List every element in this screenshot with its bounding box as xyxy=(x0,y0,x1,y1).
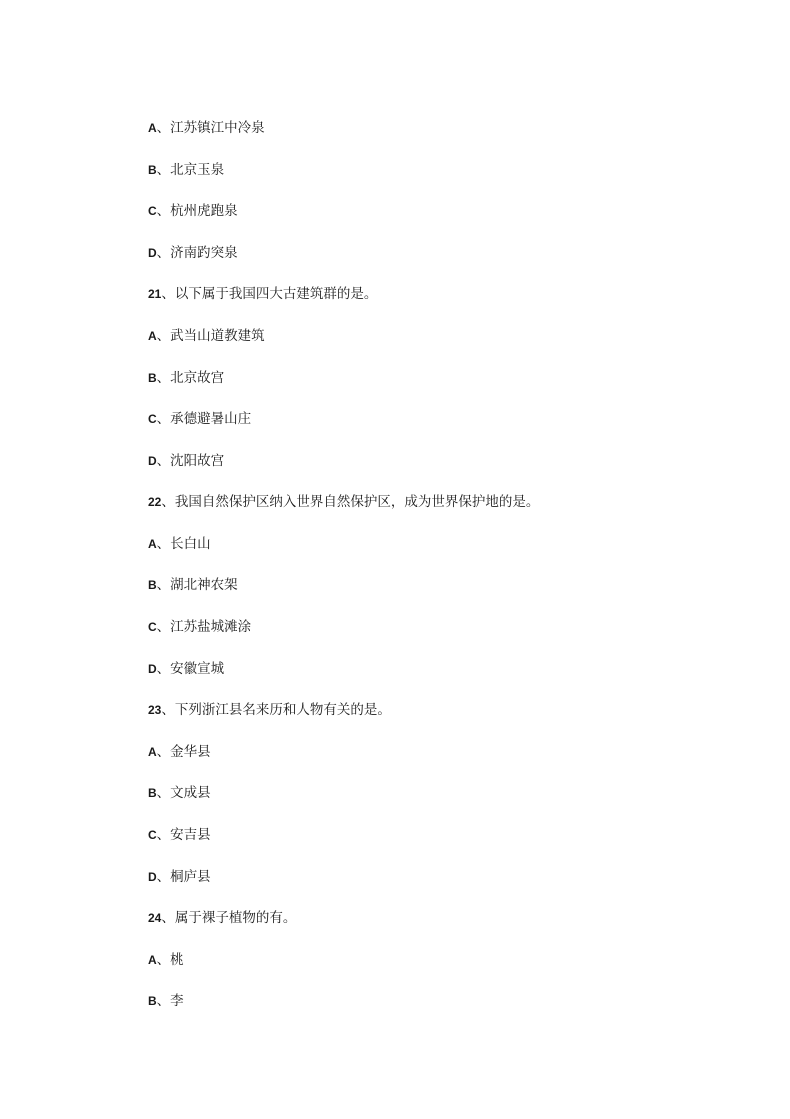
option-label: B xyxy=(148,371,157,385)
question-text: 我国自然保护区纳入世界自然保护区，成为世界保护地的是。 xyxy=(174,494,540,510)
option-label: A xyxy=(148,537,157,551)
option-line xyxy=(148,659,224,679)
option-label: A xyxy=(148,329,157,343)
option-line xyxy=(148,118,265,138)
option-line xyxy=(148,201,238,221)
option-line xyxy=(148,534,211,554)
option-text: 承德避暑山庄 xyxy=(170,411,252,427)
separator: 、 xyxy=(156,411,171,427)
option-line xyxy=(148,451,224,471)
question-number: 21 xyxy=(148,287,162,301)
question-line xyxy=(148,492,539,512)
separator: 、 xyxy=(156,328,171,344)
option-label: B xyxy=(148,578,157,592)
option-label: C xyxy=(148,828,157,842)
option-label: B xyxy=(148,994,157,1008)
option-label: D xyxy=(148,870,157,884)
option-line xyxy=(148,867,211,887)
separator: 、 xyxy=(156,952,171,968)
option-text: 文成县 xyxy=(170,785,211,801)
option-text: 沈阳故宫 xyxy=(170,453,225,469)
separator: 、 xyxy=(156,577,171,593)
option-label: D xyxy=(148,246,157,260)
option-text: 江苏镇江中冷泉 xyxy=(170,120,265,136)
option-text: 济南趵突泉 xyxy=(170,245,238,261)
option-line xyxy=(148,160,224,180)
option-label: C xyxy=(148,620,157,634)
separator: 、 xyxy=(156,245,171,261)
option-label: C xyxy=(148,412,157,426)
option-label: B xyxy=(148,163,157,177)
separator: 、 xyxy=(156,370,171,386)
option-text: 杭州虎跑泉 xyxy=(170,203,238,219)
option-text: 桐庐县 xyxy=(170,869,211,885)
separator: 、 xyxy=(156,203,171,219)
option-label: A xyxy=(148,953,157,967)
option-line xyxy=(148,409,251,429)
option-label: A xyxy=(148,121,157,135)
separator: 、 xyxy=(156,869,171,885)
separator: 、 xyxy=(156,827,171,843)
question-number: 22 xyxy=(148,495,162,509)
option-line xyxy=(148,368,224,388)
option-line xyxy=(148,991,184,1011)
option-text: 桃 xyxy=(170,952,184,968)
option-line xyxy=(148,617,251,637)
separator: 、 xyxy=(161,494,175,510)
option-text: 北京故宫 xyxy=(170,370,225,386)
question-text: 属于裸子植物的有。 xyxy=(174,910,297,926)
separator: 、 xyxy=(156,536,171,552)
option-label: B xyxy=(148,786,157,800)
option-text: 安吉县 xyxy=(170,827,211,843)
separator: 、 xyxy=(161,286,175,302)
option-label: D xyxy=(148,662,157,676)
question-text: 下列浙江县名来历和人物有关的是。 xyxy=(174,702,391,718)
option-line xyxy=(148,742,211,762)
question-number: 23 xyxy=(148,703,162,717)
question-line xyxy=(148,700,391,720)
separator: 、 xyxy=(156,619,171,635)
question-line xyxy=(148,908,296,928)
option-label: D xyxy=(148,454,157,468)
separator: 、 xyxy=(156,120,171,136)
option-text: 金华县 xyxy=(170,744,211,760)
option-text: 北京玉泉 xyxy=(170,162,225,178)
option-label: C xyxy=(148,204,157,218)
option-line xyxy=(148,243,238,263)
separator: 、 xyxy=(161,910,175,926)
option-text: 武当山道教建筑 xyxy=(170,328,265,344)
option-line xyxy=(148,326,265,346)
separator: 、 xyxy=(156,744,171,760)
option-label: A xyxy=(148,745,157,759)
separator: 、 xyxy=(156,661,171,677)
option-text: 长白山 xyxy=(170,536,211,552)
separator: 、 xyxy=(156,162,171,178)
separator: 、 xyxy=(156,453,171,469)
separator: 、 xyxy=(156,993,171,1009)
option-text: 安徽宣城 xyxy=(170,661,225,677)
question-number: 24 xyxy=(148,911,162,925)
option-line xyxy=(148,783,211,803)
question-line xyxy=(148,284,377,304)
option-line xyxy=(148,575,238,595)
option-text: 湖北神农架 xyxy=(170,577,238,593)
separator: 、 xyxy=(161,702,175,718)
option-line xyxy=(148,950,184,970)
separator: 、 xyxy=(156,785,171,801)
question-text: 以下属于我国四大古建筑群的是。 xyxy=(174,286,378,302)
option-line xyxy=(148,825,211,845)
option-text: 江苏盐城滩涂 xyxy=(170,619,252,635)
option-text: 李 xyxy=(170,993,184,1009)
